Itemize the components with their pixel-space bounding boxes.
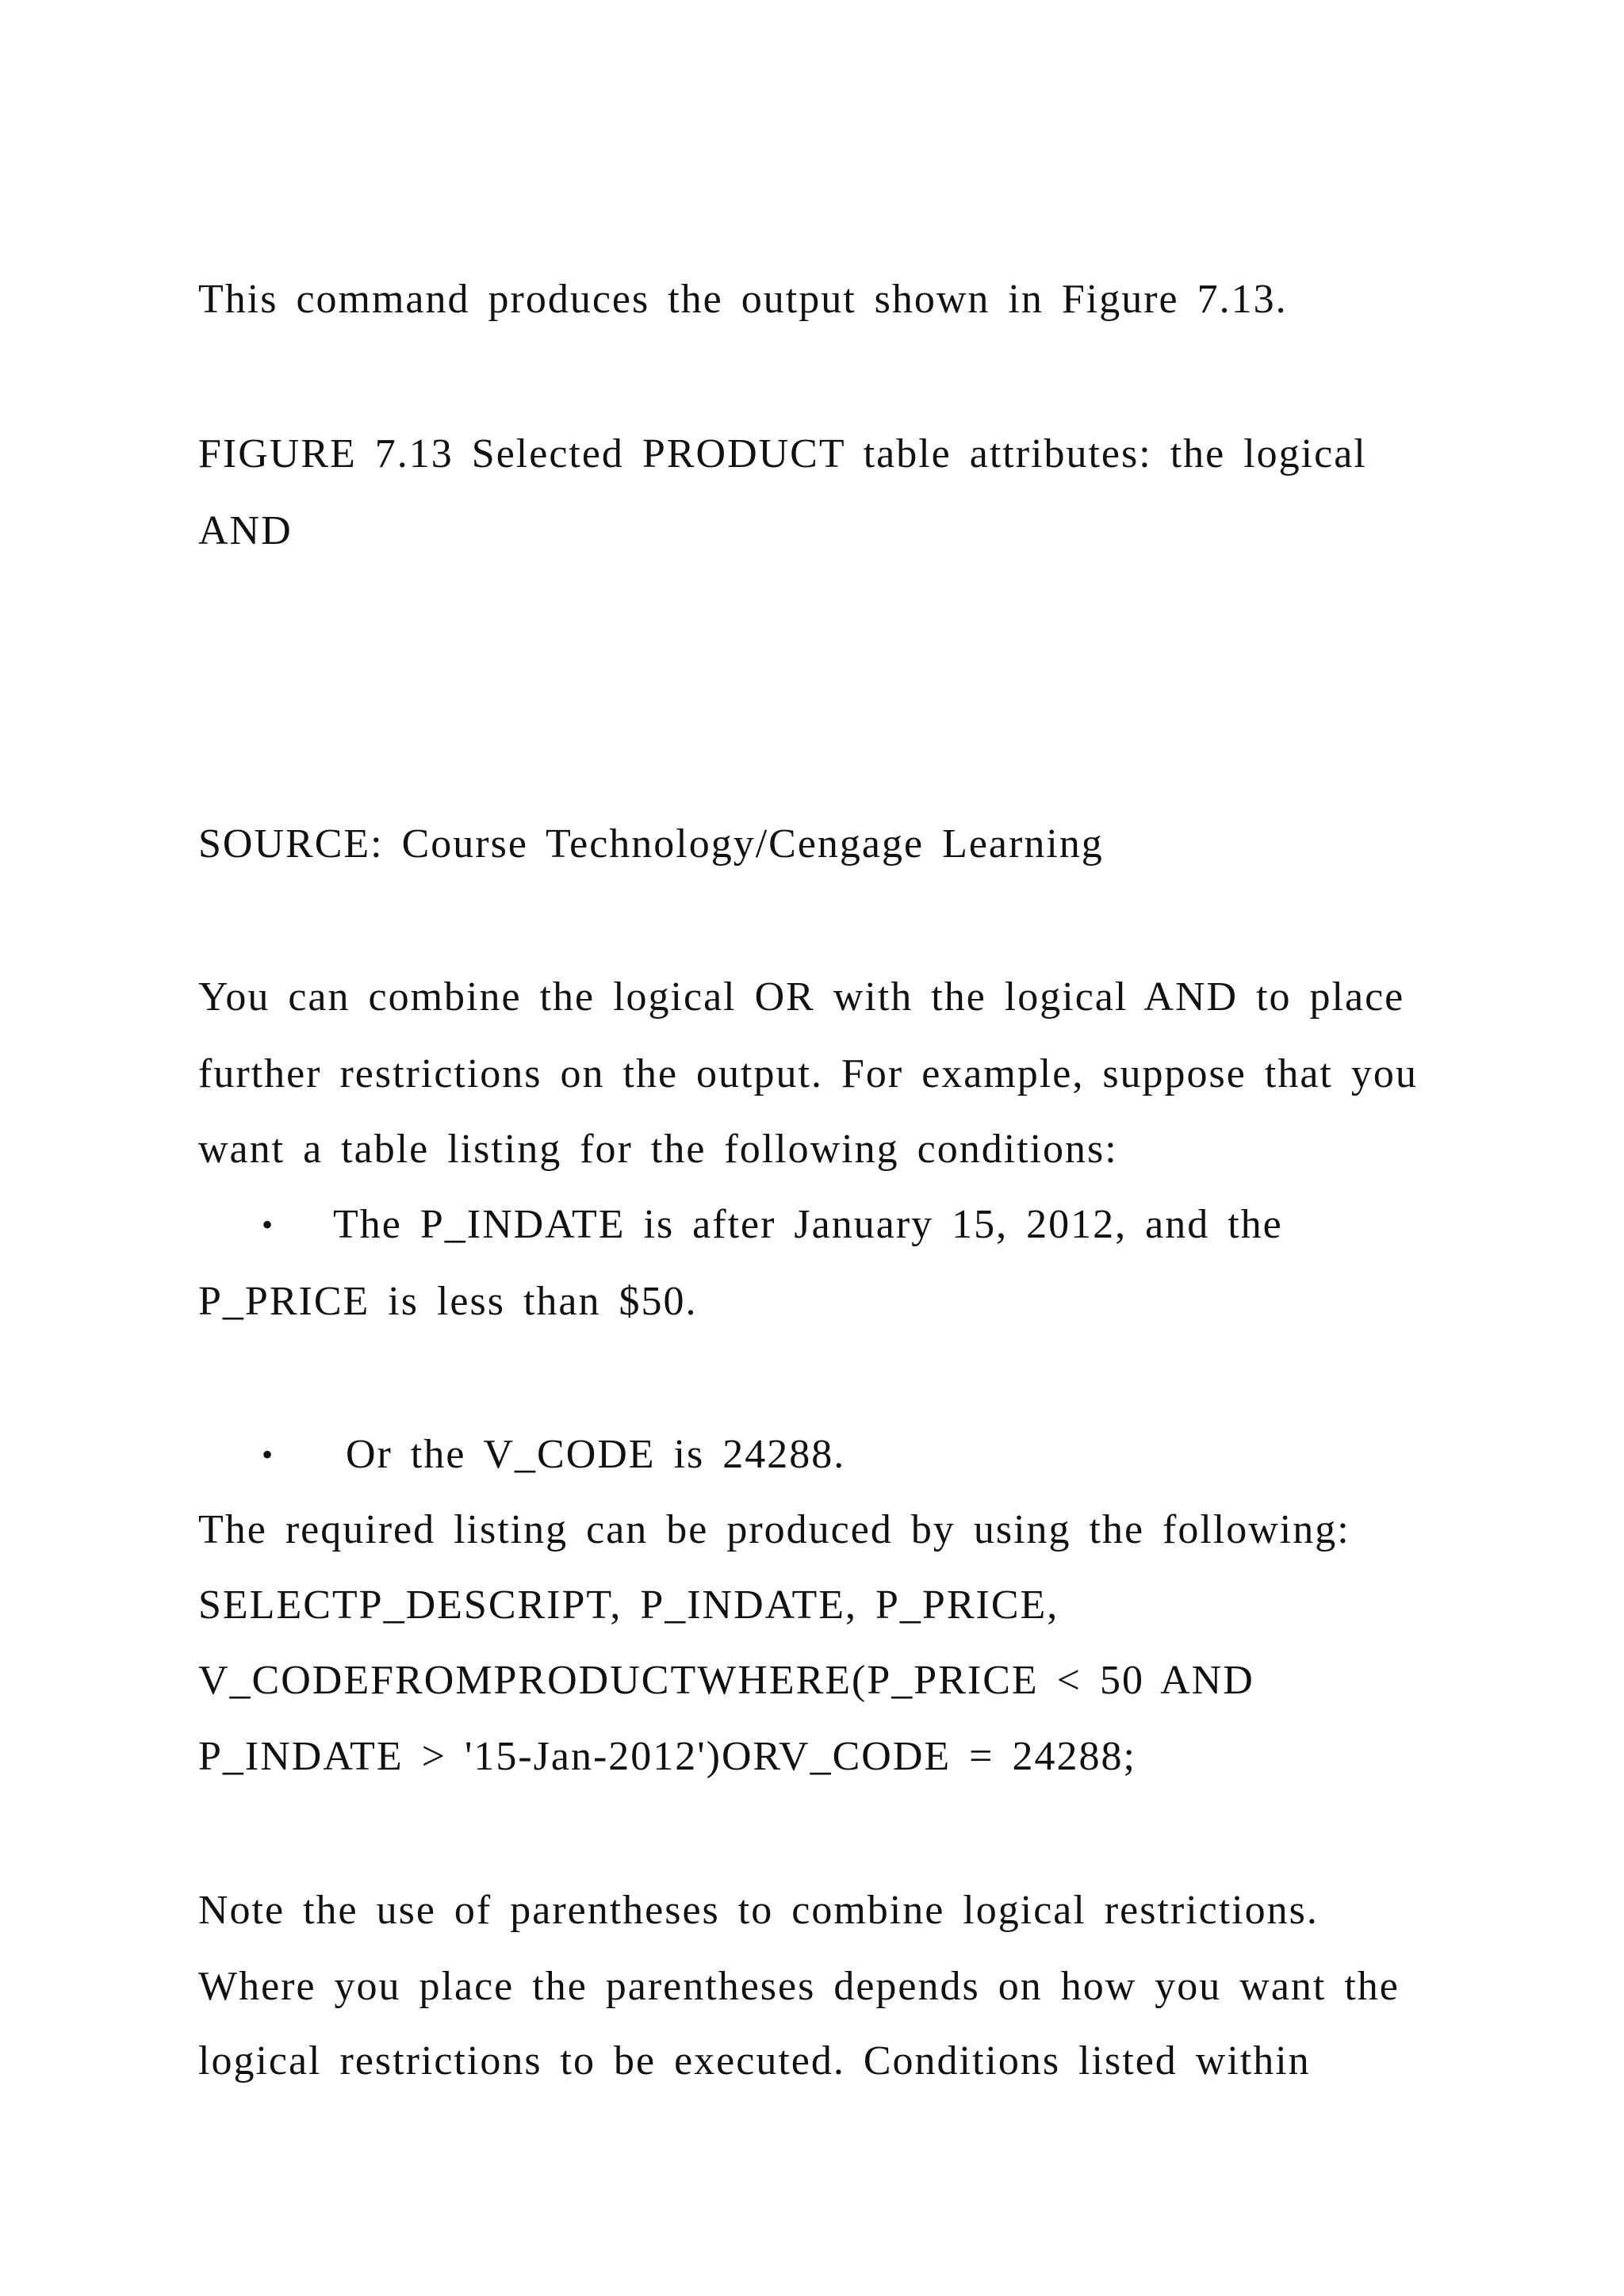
bullet-2-line-1: Or the V_CODE is 24288.	[346, 1432, 846, 1477]
sql-line-2: V_CODEFROMPRODUCTWHERE(P_PRICE < 50 AND	[198, 1658, 1254, 1703]
bullet-1-line-2: P_PRICE is less than $50.	[198, 1279, 698, 1324]
bullet-marker-1: •	[262, 1207, 274, 1242]
paragraph-3-line-1: Note the use of parentheses to combine logical restrictions.	[198, 1888, 1319, 1933]
sql-line-1: SELECTP_DESCRIPT, P_INDATE, P_PRICE,	[198, 1582, 1059, 1628]
paragraph-2-line-1: The required listing can be produced by using the following:	[198, 1507, 1350, 1552]
figure-caption-line-2: AND	[198, 508, 293, 553]
intro-text: This command produces the output shown in Figure 7.13.	[198, 277, 1288, 322]
figure-caption-line-1: FIGURE 7.13 Selected PRODUCT table attributes: the logical	[198, 431, 1367, 476]
paragraph-1-line-3: want a table listing for the following conditions:	[198, 1127, 1118, 1172]
sql-line-3: P_INDATE > '15-Jan-2012')ORV_CODE = 24288;	[198, 1734, 1136, 1779]
paragraph-1-line-2: further restrictions on the output. For example, suppose that you	[198, 1051, 1418, 1096]
paragraph-1-line-1: You can combine the logical OR with the logical AND to place	[198, 974, 1405, 1020]
bullet-1-line-1: The P_INDATE is after January 15, 2012, and the	[333, 1202, 1283, 1247]
source-text: SOURCE: Course Technology/Cengage Learning	[198, 821, 1104, 867]
bullet-marker-2: •	[262, 1437, 274, 1472]
paragraph-3-line-2: Where you place the parentheses depends on how you want the	[198, 1964, 1400, 2009]
paragraph-3-line-3: logical restrictions to be executed. Conditions listed within	[198, 2038, 1311, 2084]
